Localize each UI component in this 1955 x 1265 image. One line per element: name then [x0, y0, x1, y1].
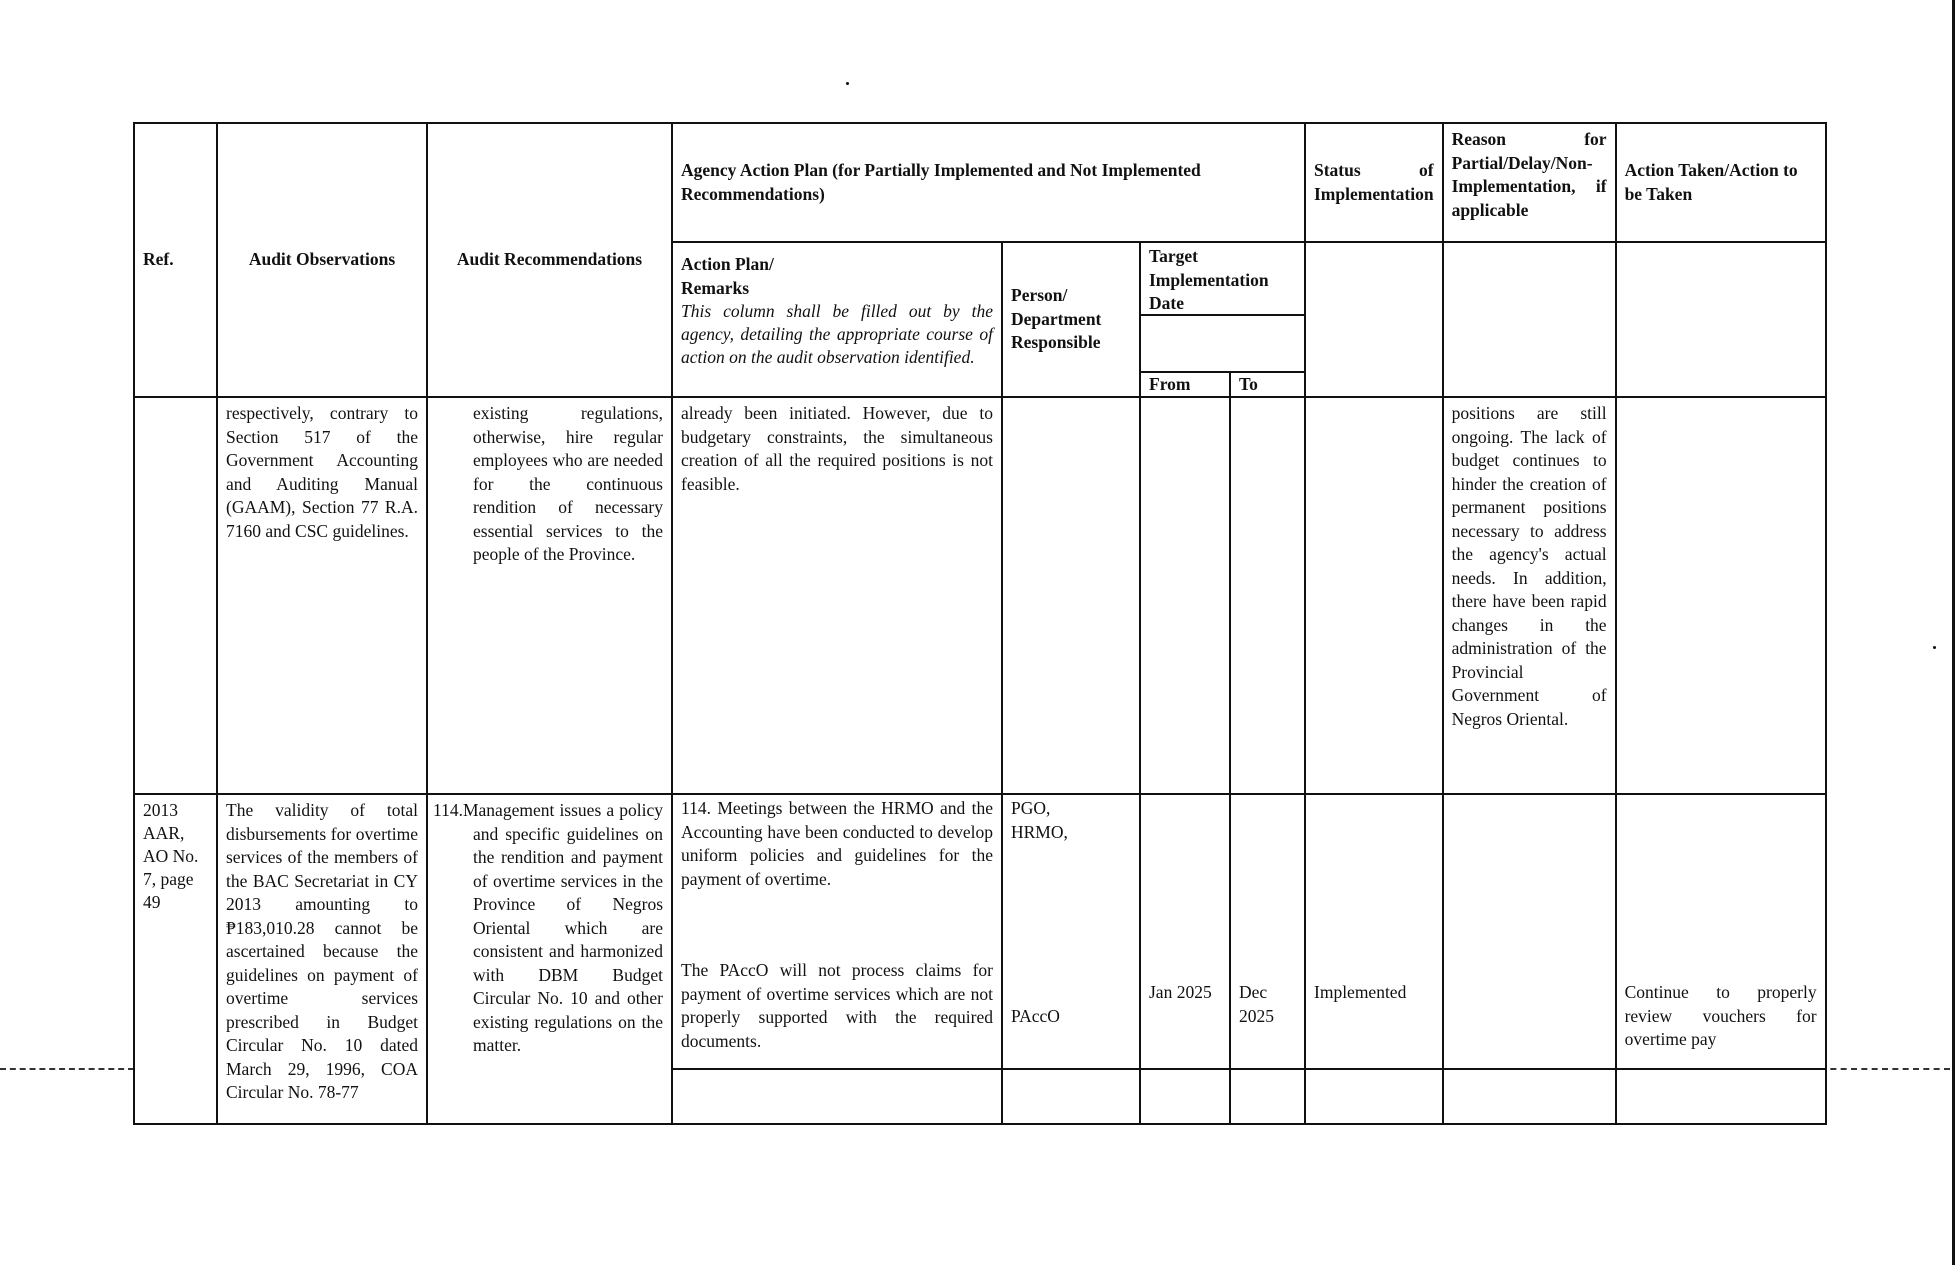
row1-to: [1230, 397, 1305, 794]
header-action-plan: [672, 242, 1002, 397]
table-row: [134, 794, 1826, 1069]
row2-from-cont: [1140, 1069, 1230, 1124]
top-mark: [846, 82, 849, 85]
cut-line-left: [0, 1068, 134, 1070]
row1-ref: [134, 397, 217, 794]
header-reason-blank: [1443, 242, 1616, 397]
row2-person-cont: [1002, 1069, 1140, 1124]
row2-ref: 2013 AAR, AO No. 7, page 49: [134, 794, 217, 1124]
header-ref: Ref.: [134, 123, 217, 397]
row2-action-plan-cont: [672, 1069, 1002, 1124]
row2-person-2: PAccO: [1011, 1006, 1060, 1026]
target-date-label: Target Implementation Date: [1141, 243, 1304, 316]
row1-observation: respectively, contrary to Section 517 of the Government Accounting and Auditing Manual (GAAM), Section 77 R.A. 7160 and CSC guidelines.: [217, 397, 427, 794]
header-agency-action-plan: Agency Action Plan (for Partially Implemented and Not Implemented Recommendations): [672, 123, 1305, 242]
row2-reason-cont: [1443, 1069, 1616, 1124]
row2-recommendation-number: 114.: [433, 800, 463, 820]
action-plan-note: This column shall be filled out by the agency, detailing the appropriate course of action on the audit observation identified.: [681, 301, 993, 367]
row1-action-taken: [1616, 397, 1826, 794]
action-plan-title: Action Plan/: [681, 254, 774, 274]
header-action-taken: Action Taken/Action to be Taken: [1616, 123, 1826, 242]
header-reason: Reason for Partial/Delay/Non-Implementation, if applicable: [1443, 123, 1616, 242]
action-plan-remarks: Remarks: [681, 277, 750, 298]
row1-person: [1002, 397, 1140, 794]
header-person-responsible: Person/ Department Responsible: [1002, 242, 1140, 397]
row2-status-cont: [1305, 1069, 1443, 1124]
row2-person: [1002, 794, 1140, 1069]
audit-table: [133, 122, 1827, 1125]
row2-to-cont: [1230, 1069, 1305, 1124]
header-to: To: [1230, 372, 1305, 397]
row2-recommendation-text: Management issues a policy and specific guidelines on the rendition and payment of overtime services in the Province of Negros Oriental which are consistent and harmonized with DBM Budget Circular No. 10 and other existing regulations on the matter.: [462, 800, 663, 1055]
row1-recommendation: existing regulations, otherwise, hire regular employees who are needed for the continuous rendition of necessary essential services to the people of the Province.: [427, 397, 672, 794]
header-status-blank: [1305, 242, 1443, 397]
row2-person-1: PGO, HRMO,: [1011, 798, 1068, 842]
side-mark: [1933, 646, 1936, 649]
row1-reason: positions are still ongoing. The lack of budget continues to hinder the creation of permanent positions necessary to address the agency's actual needs. In addition, there have been rapid changes in the administration of the Provincial Government of Negros Oriental.: [1443, 397, 1616, 794]
row1-action-plan: already been initiated. However, due to budgetary constraints, the simultaneous creation of all the required positions is not feasible.: [672, 397, 1002, 794]
row1-status: [1305, 397, 1443, 794]
row1-from: [1140, 397, 1230, 794]
header-row-1: [134, 123, 1826, 242]
row2-action-plan-2: The PAccO will not process claims for payment of overtime services which are not properly supported with the required documents.: [681, 960, 993, 1051]
header-target-date: [1140, 242, 1305, 372]
header-audit-recommendations: Audit Recommendations: [427, 123, 672, 397]
row2-from: Jan 2025: [1140, 794, 1230, 1069]
header-from: From: [1140, 372, 1230, 397]
row2-status: Implemented: [1305, 794, 1443, 1069]
row2-action-plan-1: 114. Meetings between the HRMO and the Accounting have been conducted to develop uniform policies and guidelines for the payment of overtime.: [681, 798, 993, 889]
header-status: Status of Implementation: [1305, 123, 1443, 242]
row2-observation: The validity of total disbursements for overtime services of the members of the BAC Secretariat in CY 2013 amounting to ₱183,010.28 cannot be ascertained because the guidelines on payment of overtime services prescribed in Budget Circular No. 10 dated March 29, 1996, COA Circular No. 78-77: [217, 794, 427, 1124]
header-audit-observations: Audit Observations: [217, 123, 427, 397]
row2-action-taken-cont: [1616, 1069, 1826, 1124]
cut-line-right: [1820, 1068, 1950, 1070]
header-action-blank: [1616, 242, 1826, 397]
row2-action-plan: [672, 794, 1002, 1069]
row2-to: Dec 2025: [1230, 794, 1305, 1069]
table-row: [134, 397, 1826, 794]
row2-recommendation: [427, 794, 672, 1124]
row2-action-taken: Continue to properly review vouchers for overtime pay: [1616, 794, 1826, 1069]
row2-reason: [1443, 794, 1616, 1069]
